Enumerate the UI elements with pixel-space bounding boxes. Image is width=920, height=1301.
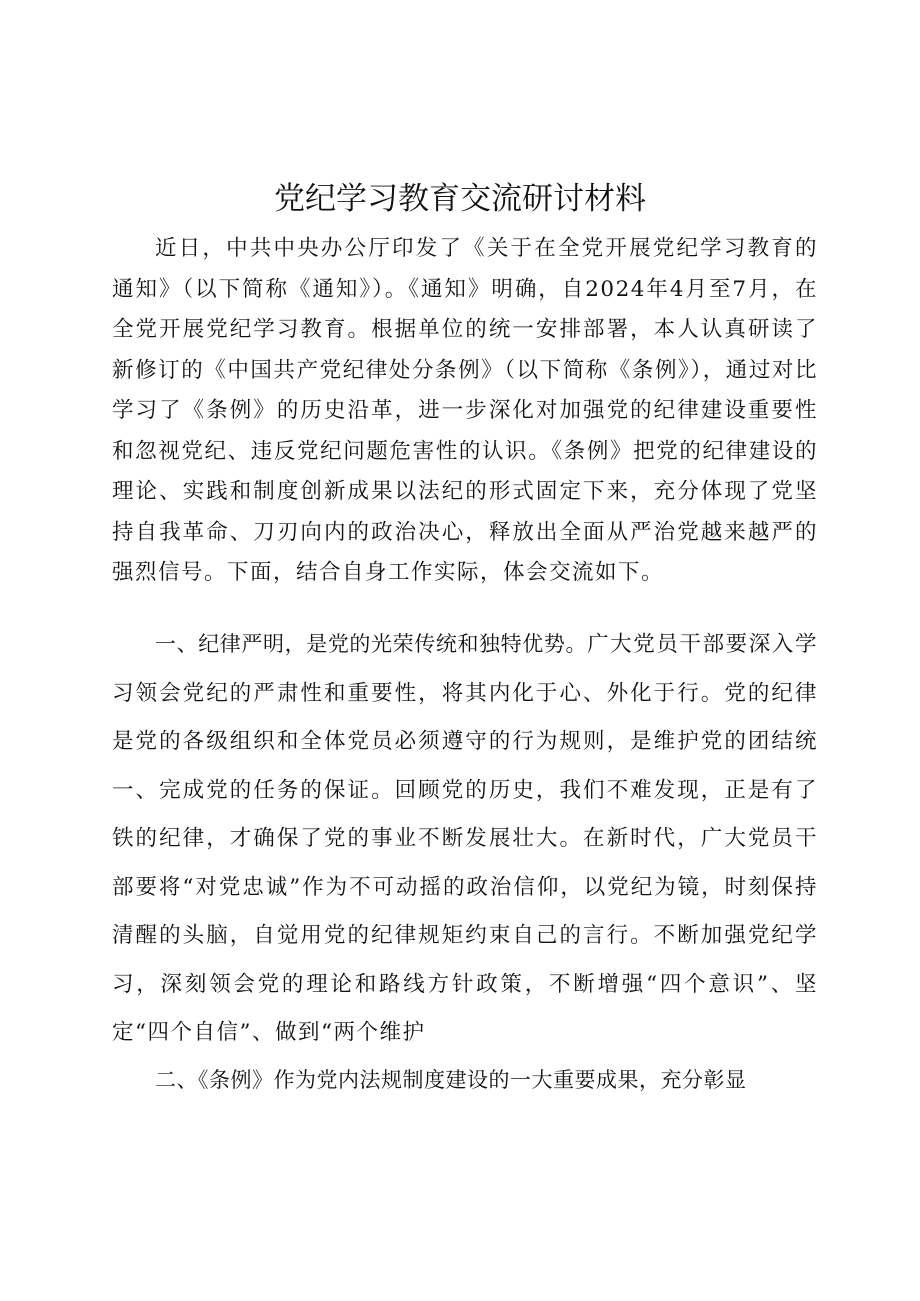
section-1-paragraph — [112, 620, 818, 1058]
section-2-paragraph — [112, 1056, 818, 1106]
section-2-heading: 二、《条例》作为党内法规制度建设的一大重要成果，充分彰显 — [155, 1068, 747, 1092]
section-1-heading: 一、纪律严明，是党的光荣传统和独特优势。 — [155, 632, 588, 656]
section-1-body: 广大党员干部要深入学习领会党纪的严肃性和重要性，将其内化于心、外化于行。党的纪律是党的各级组织和全体党员必须遵守的行为规则，是维护党的团结统一、完成党的任务的保证。回顾党的历史，我们不难发现，正是有了铁的纪律，才确保了党的事业不断发展壮大。在新时代，广大党员干部要将“对党忠诚”作为不可动摇的政治信仰，以党纪为镜，时刻保持清醒的头脑，自觉用党的纪律规矩约束自己的言行。不断加强党纪学习，深刻领会党的理论和路线方针政策，不断增强“四个意识”、坚定“四个自信”、做到“两个维护 — [112, 632, 818, 1045]
intro-paragraph: 近日，中共中央办公厅印发了《关于在全党开展党纪学习教育的通知》（以下简称《通知》）。《通知》明确，自2024年4月至7月，在全党开展党纪学习教育。根据单位的统一安排部署，本人认真研读了新修订的《中国共产党纪律处分条例》（以下简称《条例》），通过对比学习了《条例》的历史沿革，进一步深化对加强党的纪律建设重要性和忽视党纪、违反党纪问题危害性的认识。《条例》把党的纪律建设的理论、实践和制度创新成果以法纪的形式固定下来，充分体现了党坚持自我革命、刀刃向内的政治决心，释放出全面从严治党越来越严的强烈信号。下面，结合自身工作实际，体会交流如下。 — [112, 236, 818, 585]
document-title: 党纪学习教育交流研讨材料 — [274, 181, 646, 217]
